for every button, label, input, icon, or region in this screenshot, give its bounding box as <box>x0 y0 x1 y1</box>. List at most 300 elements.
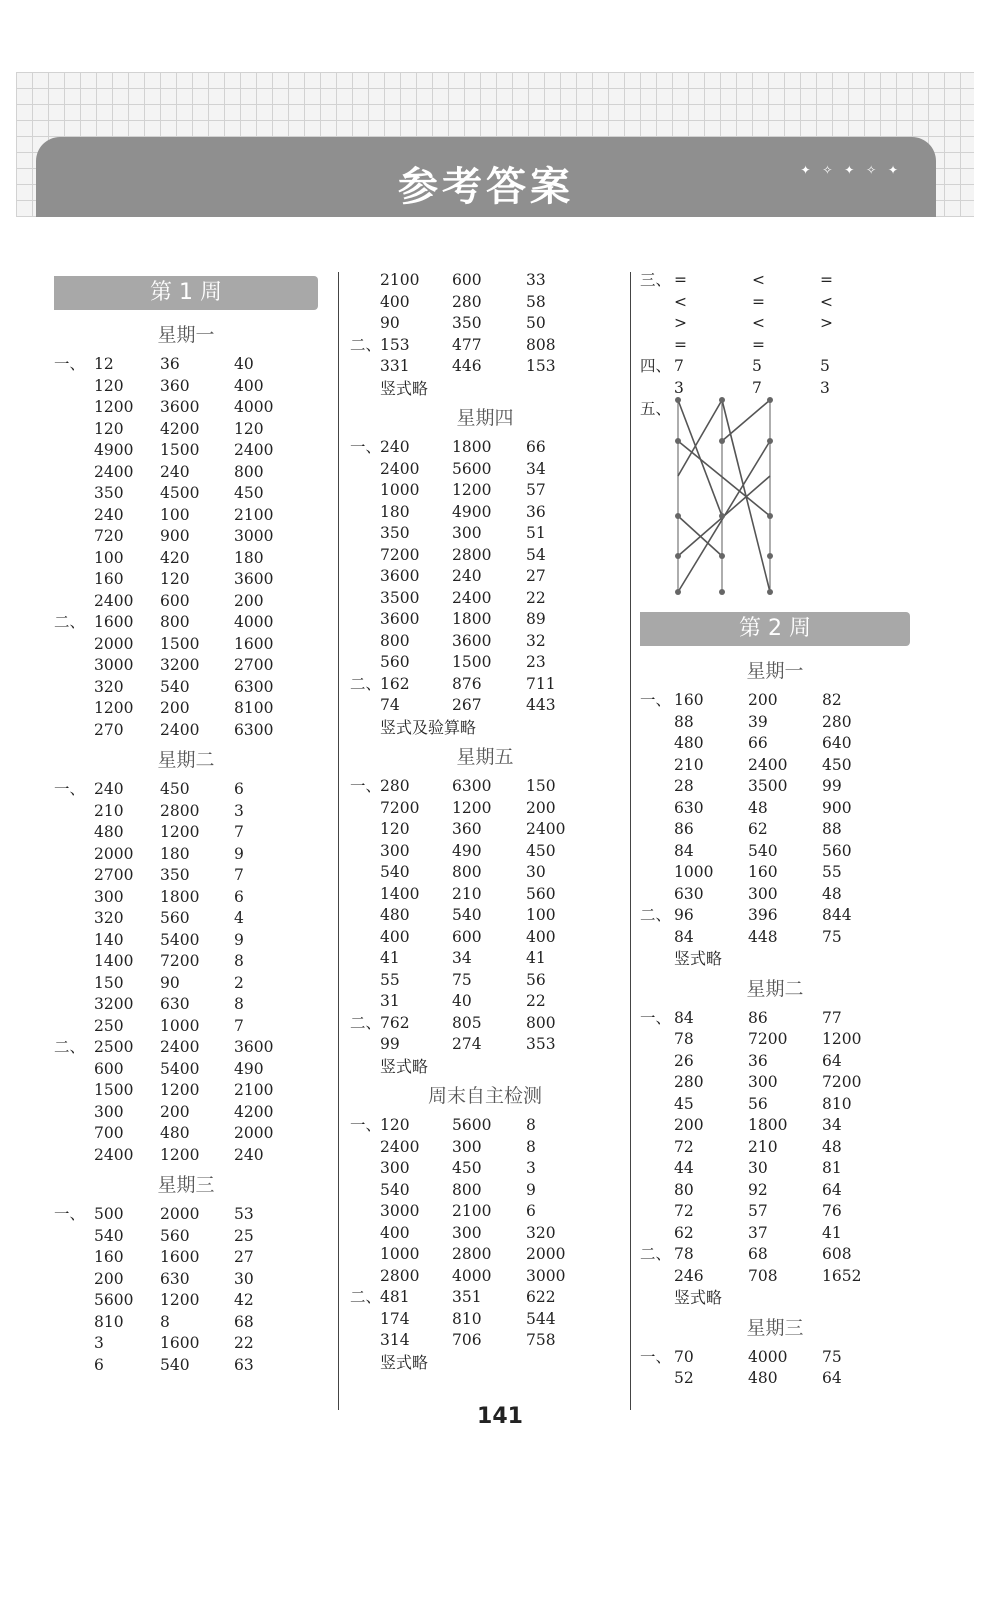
answer-value: 210 <box>748 1137 778 1156</box>
answer-value: = <box>820 271 833 289</box>
answer-value: 900 <box>822 798 852 817</box>
answer-value: 450 <box>822 755 852 774</box>
answer-value: 33 <box>526 271 546 289</box>
answer-value: 75 <box>822 1347 842 1366</box>
answer-value: < <box>820 292 833 311</box>
answer-value: 3200 <box>160 656 200 674</box>
answer-row <box>350 459 620 481</box>
question-label: 一、 <box>350 438 382 456</box>
answer-row <box>350 480 620 502</box>
answer-value: 62 <box>748 820 768 838</box>
answer-value: 89 <box>526 610 546 628</box>
day-heading: 周末自主检测 <box>427 1085 542 1107</box>
answer-row <box>54 591 318 613</box>
answer-value: 630 <box>674 798 704 817</box>
answer-row <box>350 927 620 949</box>
answer-value: 4000 <box>234 398 274 416</box>
answer-row <box>350 437 620 459</box>
answer-value: 9 <box>526 1180 536 1199</box>
answer-value: 9 <box>234 930 244 949</box>
day-heading: 星期一 <box>157 324 215 346</box>
answer-value: 720 <box>94 527 124 545</box>
answer-value: 6300 <box>452 777 492 795</box>
answer-value: 90 <box>160 973 180 992</box>
answer-value: 762 <box>380 1013 410 1032</box>
answer-value: 1200 <box>452 798 492 817</box>
answer-row <box>640 1051 910 1073</box>
answer-value: 2000 <box>94 844 134 863</box>
answer-value: 180 <box>160 844 190 863</box>
answer-value: 72 <box>674 1202 694 1220</box>
answer-value: 34 <box>452 949 472 967</box>
answer-value: 4000 <box>234 613 274 631</box>
answer-value: 300 <box>452 1223 482 1242</box>
answer-row <box>350 1158 620 1180</box>
answer-value: 8 <box>234 995 244 1013</box>
answer-value: 1600 <box>160 1248 200 1266</box>
answer-value: 150 <box>526 777 556 795</box>
answer-value: 68 <box>234 1312 254 1331</box>
answer-value: 40 <box>452 992 472 1010</box>
answer-value: 4 <box>234 909 244 927</box>
answer-value: 450 <box>452 1159 482 1177</box>
answer-value: 490 <box>234 1059 264 1078</box>
question-label: 二、 <box>54 613 86 631</box>
answer-value: 5600 <box>452 459 492 478</box>
answer-value: 27 <box>234 1248 254 1266</box>
answer-value: 240 <box>160 462 190 481</box>
answer-value: 3200 <box>94 995 134 1013</box>
answer-value: 810 <box>452 1309 482 1328</box>
answer-row <box>54 779 318 801</box>
answer-value: 4900 <box>452 502 492 521</box>
answer-value: 280 <box>822 712 852 731</box>
answer-value: 26 <box>674 1051 694 1070</box>
answer-row <box>54 1037 318 1059</box>
answer-value: 96 <box>674 906 694 924</box>
answer-value: 90 <box>380 314 400 332</box>
answer-value: 708 <box>748 1266 778 1285</box>
answer-value: 1600 <box>94 613 134 631</box>
answer-value: 450 <box>526 841 556 860</box>
answer-row <box>54 844 318 866</box>
answer-row <box>54 1016 318 1038</box>
answer-value: 1000 <box>160 1016 200 1035</box>
matching-lines-diagram <box>670 396 810 606</box>
answer-row <box>640 1115 910 1137</box>
answer-value: 560 <box>822 841 852 860</box>
answer-value: 34 <box>526 459 546 478</box>
answer-value: 1200 <box>94 699 134 717</box>
answer-value: 4000 <box>748 1347 788 1366</box>
answer-row <box>640 905 910 927</box>
answer-value: 630 <box>160 995 190 1013</box>
answer-value: 540 <box>160 677 190 696</box>
answer-value: 351 <box>452 1288 482 1306</box>
day-heading: 星期三 <box>157 1174 215 1196</box>
answer-row <box>54 526 318 548</box>
answer-row <box>350 1034 620 1056</box>
answer-value: 4200 <box>160 419 200 438</box>
answer-value: 350 <box>94 484 124 502</box>
answer-value: 2400 <box>94 1145 134 1164</box>
answer-row <box>350 1137 620 1159</box>
answer-value: 7 <box>752 378 762 397</box>
answer-value: 66 <box>748 734 768 752</box>
answer-value: 560 <box>160 1226 190 1245</box>
answer-value: 3000 <box>94 656 134 674</box>
answer-row <box>54 397 318 419</box>
answer-value: 2100 <box>452 1202 492 1220</box>
answer-row <box>640 356 910 378</box>
answer-value: 2800 <box>380 1266 420 1285</box>
day-heading: 星期四 <box>456 407 514 429</box>
answer-value: 630 <box>160 1269 190 1288</box>
answer-value: 22 <box>526 992 546 1010</box>
answer-row <box>640 1158 910 1180</box>
answer-value: 1000 <box>674 863 714 881</box>
answer-row <box>640 755 910 777</box>
answer-value: 200 <box>526 798 556 817</box>
answer-row <box>54 677 318 699</box>
answer-value: 2800 <box>452 1245 492 1263</box>
answer-value: 2400 <box>94 591 134 610</box>
answer-value: 3500 <box>748 777 788 795</box>
question-label: 二、 <box>350 1288 382 1306</box>
answer-value: 6 <box>526 1202 536 1220</box>
answer-value: 64 <box>822 1180 842 1199</box>
answer-value: 1200 <box>94 398 134 416</box>
answer-row <box>350 292 620 314</box>
answer-value: 3600 <box>380 567 420 585</box>
answer-value: 120 <box>380 820 410 838</box>
answer-value: 1800 <box>452 610 492 628</box>
answer-value: 34 <box>822 1116 842 1134</box>
answer-value: 9 <box>234 844 244 863</box>
answer-value: 7 <box>234 1016 244 1035</box>
answer-value: 396 <box>748 906 778 924</box>
answer-row <box>640 1201 910 1223</box>
answer-value: 240 <box>94 780 124 798</box>
answer-value: 2000 <box>234 1124 274 1142</box>
answer-note: 竖式略 <box>674 1288 723 1307</box>
answer-value: 82 <box>822 691 842 709</box>
answer-value: 41 <box>526 949 546 967</box>
answer-row <box>350 566 620 588</box>
answer-value: 560 <box>160 909 190 927</box>
day-heading: 星期五 <box>456 746 514 768</box>
answer-value: 490 <box>452 841 482 860</box>
answer-value: 88 <box>674 712 694 731</box>
answer-column-2 <box>350 270 620 1373</box>
answer-value: 540 <box>748 841 778 860</box>
answer-value: 1500 <box>160 441 200 459</box>
answer-value: 160 <box>748 863 778 881</box>
answer-row <box>54 1247 318 1269</box>
answer-value: 480 <box>160 1124 190 1142</box>
answer-row <box>350 1330 620 1352</box>
answer-value: 700 <box>94 1124 124 1142</box>
answer-value: 2000 <box>526 1245 566 1263</box>
answer-value: 64 <box>822 1051 842 1070</box>
answer-row <box>54 634 318 656</box>
question-label: 一、 <box>54 780 86 798</box>
answer-value: 48 <box>748 798 768 817</box>
answer-value: 4200 <box>234 1102 274 1121</box>
answer-value: 353 <box>526 1035 556 1053</box>
answer-value: 5400 <box>160 1059 200 1078</box>
answer-value: 1500 <box>94 1081 134 1099</box>
answer-row <box>350 1287 620 1309</box>
answer-value: 22 <box>526 588 546 607</box>
answer-value: 75 <box>822 927 842 946</box>
answer-value: 450 <box>160 780 190 798</box>
answer-value: 1200 <box>160 1081 200 1099</box>
answer-value: 3 <box>526 1159 536 1177</box>
answer-value: 86 <box>748 1008 768 1027</box>
answer-value: 1652 <box>822 1266 862 1285</box>
answer-value: 800 <box>452 863 482 881</box>
answer-value: 1200 <box>822 1030 862 1048</box>
answer-value: 446 <box>452 357 482 375</box>
answer-value: 2100 <box>380 271 420 289</box>
answer-value: 41 <box>822 1223 842 1242</box>
answer-value: 8 <box>526 1116 536 1134</box>
answer-value: 100 <box>526 906 556 924</box>
answer-note: 竖式略 <box>380 1056 429 1076</box>
answer-value: 2400 <box>452 588 492 607</box>
answer-row <box>54 1145 318 1167</box>
answer-row <box>54 698 318 720</box>
answer-value: 280 <box>452 292 482 311</box>
question-label: 二、 <box>350 335 382 354</box>
answer-value: 200 <box>674 1116 704 1134</box>
answer-value: 200 <box>748 691 778 709</box>
answer-row <box>640 819 910 841</box>
answer-value: 3000 <box>380 1202 420 1220</box>
answer-row <box>54 1102 318 1124</box>
answer-value: 3500 <box>380 588 420 607</box>
answer-row <box>54 1204 318 1226</box>
answer-row <box>350 270 620 292</box>
answer-value: 52 <box>674 1369 694 1387</box>
answer-value: 300 <box>380 841 410 860</box>
answer-row <box>350 335 620 357</box>
answer-row <box>350 1201 620 1223</box>
answer-row <box>640 884 910 906</box>
answer-row <box>350 695 620 717</box>
answer-note: 竖式略 <box>380 1352 429 1372</box>
column-divider <box>630 272 631 1410</box>
answer-value: 42 <box>234 1291 254 1309</box>
answer-value: 420 <box>160 548 190 567</box>
answer-row <box>54 376 318 398</box>
answer-value: 300 <box>748 1073 778 1091</box>
answer-value: 350 <box>452 314 482 332</box>
answer-value: 64 <box>822 1369 842 1387</box>
question-label: 一、 <box>54 1205 86 1223</box>
answer-row <box>54 1333 318 1355</box>
answer-value: 86 <box>674 820 694 838</box>
question-label: 一、 <box>640 1008 672 1027</box>
answer-row <box>640 712 910 734</box>
answer-row <box>54 655 318 677</box>
answer-value: 2400 <box>380 1137 420 1156</box>
answer-value: > <box>820 314 833 332</box>
answer-value: 120 <box>94 419 124 438</box>
answer-value: 174 <box>380 1309 410 1328</box>
answer-value: < <box>674 292 687 311</box>
answer-value: 1600 <box>160 1334 200 1352</box>
answer-value: 800 <box>160 613 190 631</box>
answer-value: 8 <box>234 952 244 970</box>
answer-value: 75 <box>452 970 472 989</box>
answer-value: 1800 <box>160 887 200 906</box>
answer-value: 57 <box>526 481 546 499</box>
answer-row <box>640 1008 910 1030</box>
matching-dots <box>675 397 773 595</box>
answer-value: 5400 <box>160 930 200 949</box>
answer-value: 600 <box>452 927 482 946</box>
answer-row <box>54 548 318 570</box>
answer-value: 274 <box>452 1035 482 1053</box>
answer-row <box>54 462 318 484</box>
answer-value: 246 <box>674 1266 704 1285</box>
answer-row <box>54 865 318 887</box>
answer-row <box>350 588 620 610</box>
title-bar <box>36 137 936 217</box>
answer-row <box>350 776 620 798</box>
answer-value: 2700 <box>94 866 134 884</box>
answer-value: 1200 <box>452 481 492 499</box>
answer-row <box>640 270 910 292</box>
answer-row <box>54 483 318 505</box>
answer-value: 2000 <box>94 634 134 653</box>
answer-value: 153 <box>526 357 556 375</box>
answer-value: 600 <box>160 591 190 610</box>
answer-value: 3000 <box>234 527 274 545</box>
answer-row <box>54 973 318 995</box>
question-label: 二、 <box>640 906 672 924</box>
answer-value: 160 <box>674 691 704 709</box>
question-label: 一、 <box>640 691 672 709</box>
answer-value: < <box>752 314 765 332</box>
answer-row <box>640 1368 910 1390</box>
answer-value: 360 <box>452 820 482 838</box>
answer-value: 1200 <box>160 1291 200 1309</box>
answer-value: 810 <box>94 1312 124 1331</box>
answer-row <box>350 609 620 631</box>
answer-value: 81 <box>822 1159 842 1177</box>
week-heading: 第 1 周 <box>54 276 318 310</box>
answer-value: 88 <box>822 820 842 838</box>
answer-row <box>54 822 318 844</box>
answer-row <box>640 1347 910 1369</box>
answer-value: 180 <box>234 548 264 567</box>
answer-value: 3 <box>94 1334 104 1352</box>
answer-row <box>54 354 318 376</box>
answer-row <box>350 884 620 906</box>
answer-value: 540 <box>452 906 482 924</box>
answer-value: 22 <box>234 1334 254 1352</box>
answer-row <box>54 801 318 823</box>
answer-value: 844 <box>822 906 852 924</box>
answer-value: 7 <box>674 357 684 375</box>
answer-value: 58 <box>526 292 546 311</box>
answer-row <box>640 798 910 820</box>
answer-value: 7200 <box>380 545 420 564</box>
day-heading: 星期二 <box>157 749 215 771</box>
answer-value: 7200 <box>748 1030 788 1048</box>
answer-value: 2400 <box>160 1038 200 1056</box>
answer-value: 400 <box>234 376 264 395</box>
answer-value: 810 <box>822 1094 852 1113</box>
answer-value: 120 <box>234 419 264 438</box>
answer-value: 2400 <box>526 820 566 838</box>
answer-row <box>640 733 910 755</box>
answer-row <box>54 1226 318 1248</box>
answer-value: 180 <box>380 502 410 521</box>
answer-value: 7200 <box>160 952 200 970</box>
answer-row <box>350 545 620 567</box>
answer-value: 2700 <box>234 656 274 674</box>
answer-value: 66 <box>526 438 546 456</box>
question-label: 一、 <box>54 355 86 373</box>
answer-value: 400 <box>380 1223 410 1242</box>
answer-value: 2 <box>234 973 244 992</box>
answer-value: 560 <box>380 653 410 671</box>
answer-value: 162 <box>380 674 410 693</box>
answer-row <box>640 1094 910 1116</box>
answer-row <box>54 887 318 909</box>
answer-value: 56 <box>526 970 546 989</box>
answer-row <box>54 440 318 462</box>
answer-row <box>350 313 620 335</box>
answer-value: 39 <box>748 712 768 731</box>
answer-row <box>350 862 620 884</box>
answer-row <box>54 612 318 634</box>
answer-value: 2000 <box>160 1205 200 1223</box>
answer-row <box>350 1309 620 1331</box>
answer-row <box>350 631 620 653</box>
answer-note: 竖式略 <box>674 949 723 968</box>
answer-value: 76 <box>822 1202 842 1220</box>
answer-value: 2800 <box>452 545 492 564</box>
answer-value: 1800 <box>452 438 492 456</box>
answer-value: 2800 <box>160 801 200 820</box>
answer-value: 56 <box>748 1094 768 1113</box>
answer-value: 5 <box>752 357 762 375</box>
answer-value: 7200 <box>822 1073 862 1091</box>
answer-value: 331 <box>380 357 410 375</box>
answer-row <box>640 841 910 863</box>
answer-row <box>350 948 620 970</box>
answer-row <box>54 1123 318 1145</box>
question-label: 二、 <box>350 674 382 693</box>
answer-row <box>350 1223 620 1245</box>
answer-value: 240 <box>234 1145 264 1164</box>
answer-value: 99 <box>822 777 842 795</box>
answer-value: 25 <box>234 1226 254 1245</box>
answer-value: 3600 <box>452 631 492 650</box>
answer-row <box>640 776 910 798</box>
answer-value: 63 <box>234 1355 254 1374</box>
column-divider <box>338 272 339 1410</box>
answer-row <box>640 313 910 335</box>
answer-row <box>350 652 620 674</box>
answer-row <box>54 419 318 441</box>
answer-value: 78 <box>674 1030 694 1048</box>
